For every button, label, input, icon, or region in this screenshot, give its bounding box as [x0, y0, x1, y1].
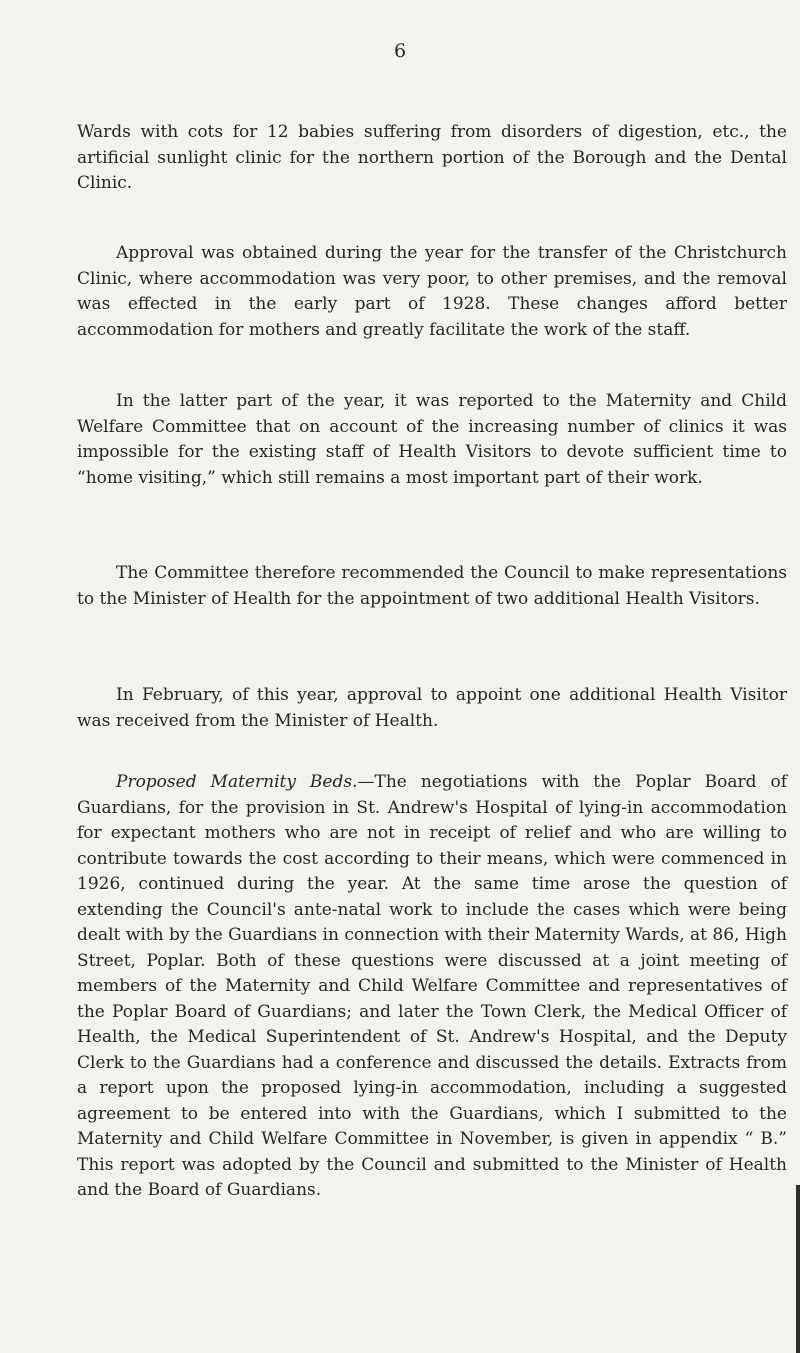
page-number: 6: [393, 40, 407, 62]
paragraph-maternity-beds: [77, 770, 787, 1204]
maternity-beds-body: —The negotiations with the Poplar Board of Guardians, for the provision in St. Andrew's Hospital of lying-in accommodation for expectant mothers who are not in receipt of relief and who are willing to contribute towards the cost according to their means, which were commenced in 1926, continued during the year. At the same time arose the question of extending the Council's ante-natal work to include the cases which were being dealt with by the Guardians in connection with their Maternity Wards, at 86, High Street, Poplar. Both of these questions were discussed at a joint meeting of members of the Maternity and Child Welfare Committee and representatives of the Poplar Board of Guardians; and later the Town Clerk, the Medical Officer of Health, the Medical Superintendent of St. Andrew's Hospital, and the Deputy Clerk to the Guardians had a conference and discussed the details. Extracts from a report upon the proposed lying-in accommodation, including a suggested agreement to be entered into with the Guardians, which I submitted to the Maternity and Child Welfare Committee in November, is given in appendix “ B.” This report was adopted by the Council and submitted to the Minister of Health and the Board of Guardians.: [77, 772, 787, 1200]
page-edge-shadow: [796, 1185, 800, 1353]
section-heading-maternity-beds: Proposed Maternity Beds.: [116, 772, 358, 792]
paragraph-february-approval: In February, of this year, approval to appoint one additional Health Visitor was received from the Minister of Health.: [77, 685, 787, 731]
paragraph-health-visitors-shortage: In the latter part of the year, it was reported to the Maternity and Child Welfare Committee that on account of the increasing number of clinics it was impossible for the existing staff of Health Visitors to devote sufficient time to “home visiting,” which still remains a most important part of their work.: [77, 391, 787, 488]
paragraph-clinic-wards: Wards with cots for 12 babies suffering from disorders of digestion, etc., the artificial sunlight clinic for the northern portion of the Borough and the Dental Clinic.: [77, 122, 787, 193]
paragraph-committee-recommendation: The Committee therefore recommended the Council to make representations to the Minister of Health for the appointment of two additional Health Visitors.: [77, 563, 787, 609]
paragraph-christchurch-clinic: Approval was obtained during the year for the transfer of the Christchurch Clinic, where accommodation was very poor, to other premises, and the removal was effected in the early part of 1928. These changes afford better accommodation for mothers and greatly facilitate the work of the staff.: [77, 243, 787, 340]
